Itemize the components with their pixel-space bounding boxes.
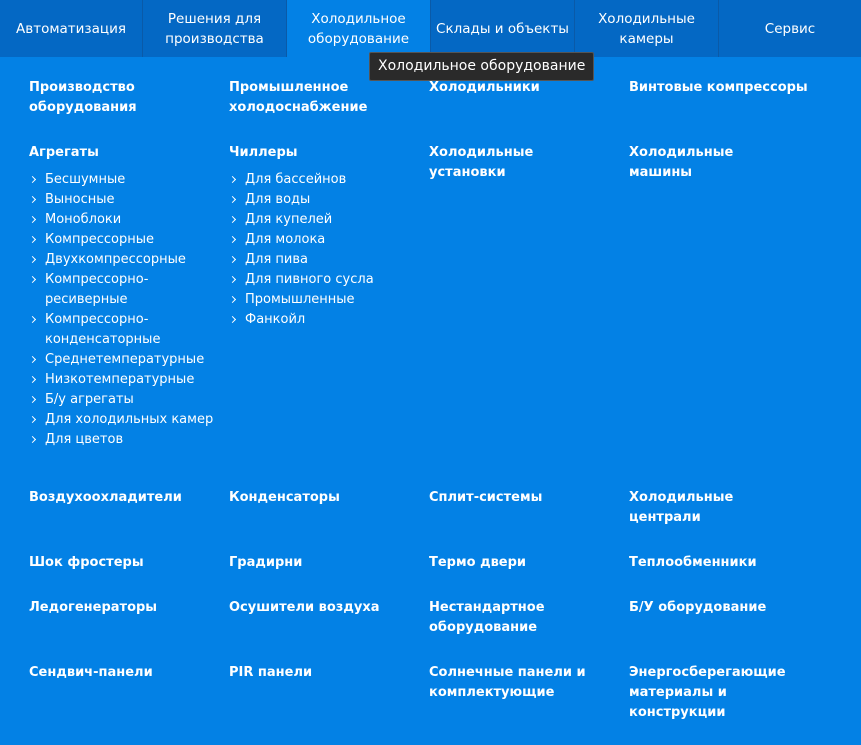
category-link[interactable]: Сендвич-панели [29, 665, 153, 680]
chevron-right-icon [29, 196, 36, 203]
tab-label: Сервис [764, 20, 816, 37]
chevron-right-icon [29, 416, 36, 423]
menu-cell [29, 663, 214, 683]
menu-cell [229, 78, 414, 118]
menu-cell [429, 78, 614, 98]
menu-cell [429, 663, 594, 703]
chevron-right-icon [29, 316, 36, 323]
menu-cell [629, 663, 789, 723]
category-link[interactable]: Осушители воздуха [229, 600, 380, 615]
category-link[interactable]: Ледогенераторы [29, 600, 158, 615]
subcategory-item[interactable] [29, 230, 214, 250]
subcategory-item[interactable] [29, 270, 214, 310]
subcategory-list [29, 170, 214, 450]
subcategory-item[interactable] [29, 430, 214, 450]
menu-cell [629, 553, 814, 573]
subcategory-item[interactable] [29, 370, 214, 390]
subcategory-label: Двухкомпрессорные [45, 252, 186, 267]
category-link[interactable]: Холодильники [429, 80, 540, 95]
subcategory-item[interactable] [29, 410, 214, 430]
subcategory-item[interactable] [29, 170, 214, 190]
subcategory-label: Бесшумные [45, 172, 126, 187]
subcategory-item[interactable] [29, 190, 214, 210]
menu-cell [429, 488, 614, 508]
tab-cold-rooms[interactable] [575, 0, 719, 57]
subcategory-label: Для холодильных камер [45, 412, 214, 427]
menu-cell [429, 553, 614, 573]
subcategory-item[interactable] [29, 350, 214, 370]
subcategory-item[interactable] [229, 290, 414, 310]
subcategory-item[interactable] [229, 230, 414, 250]
menu-cell [29, 143, 214, 450]
category-link[interactable]: Энергосберегающие материалы и конструкции [629, 665, 786, 720]
category-link[interactable]: Производство оборудования [29, 80, 137, 115]
menu-cell [229, 143, 414, 330]
subcategory-item[interactable] [229, 210, 414, 230]
subcategory-label: Для молока [245, 232, 326, 247]
menu-cell [29, 598, 214, 618]
category-link[interactable]: Нестандартное оборудование [429, 600, 545, 635]
subcategory-item[interactable] [29, 250, 214, 270]
tab-label: Решения для производства [165, 10, 264, 47]
chevron-right-icon [29, 376, 36, 383]
category-link[interactable]: Холодильные централи [629, 490, 734, 525]
menu-cell [229, 488, 414, 508]
subcategory-label: Для бассейнов [245, 172, 347, 187]
subcategory-item[interactable] [29, 390, 214, 410]
chevron-right-icon [29, 236, 36, 243]
subcategory-label: Компрессорно-конденсаторные [45, 312, 161, 347]
category-link[interactable]: Промышленное холодоснабжение [229, 80, 368, 115]
chevron-right-icon [29, 256, 36, 263]
subcategory-item[interactable] [229, 310, 414, 330]
subcategory-label: Для цветов [45, 432, 124, 447]
tab-automation[interactable] [0, 0, 143, 57]
subcategory-label: Для купелей [245, 212, 333, 227]
category-link[interactable]: Шок фростеры [29, 555, 144, 570]
chevron-right-icon [29, 216, 36, 223]
chevron-right-icon [29, 176, 36, 183]
tab-production-solutions[interactable] [143, 0, 287, 57]
tab-service[interactable] [719, 0, 861, 57]
chevron-right-icon [229, 296, 236, 303]
subcategory-label: Среднетемпературные [45, 352, 205, 367]
subcategory-label: Для пива [245, 252, 308, 267]
subcategory-item[interactable] [29, 210, 214, 230]
subcategory-label: Выносные [45, 192, 115, 207]
chevron-right-icon [29, 356, 36, 363]
menu-cell [429, 143, 549, 183]
category-link[interactable]: PIR панели [229, 665, 313, 680]
subcategory-label: Для пивного сусла [245, 272, 374, 287]
chevron-right-icon [229, 316, 236, 323]
tooltip: Холодильное оборудование [369, 52, 594, 81]
category-link[interactable]: Чиллеры [229, 145, 298, 160]
category-link[interactable]: Градирни [229, 555, 303, 570]
subcategory-label: Промышленные [245, 292, 355, 307]
chevron-right-icon [29, 276, 36, 283]
chevron-right-icon [229, 276, 236, 283]
menu-cell [29, 488, 214, 508]
subcategory-item[interactable] [29, 310, 214, 350]
chevron-right-icon [229, 236, 236, 243]
subcategory-label: Б/у агрегаты [45, 392, 134, 407]
tab-label: Склады и объекты [436, 20, 569, 37]
category-link[interactable]: Теплообменники [629, 555, 757, 570]
menu-cell [229, 663, 414, 683]
subcategory-label: Фанкойл [245, 312, 306, 327]
tab-warehouses[interactable] [431, 0, 575, 57]
category-link[interactable]: Холодильные установки [429, 145, 534, 180]
category-link[interactable]: Винтовые компрессоры [629, 80, 808, 95]
subcategory-label: Компрессорно-ресиверные [45, 272, 149, 307]
subcategory-list [229, 170, 414, 330]
tab-label: Автоматизация [16, 20, 126, 37]
chevron-right-icon [29, 396, 36, 403]
chevron-right-icon [229, 216, 236, 223]
menu-cell [29, 553, 214, 573]
top-navigation [0, 0, 861, 57]
category-link[interactable]: Конденсаторы [229, 490, 340, 505]
menu-cell [629, 143, 749, 183]
subcategory-item[interactable] [229, 190, 414, 210]
category-link[interactable]: Холодильные машины [629, 145, 734, 180]
subcategory-label: Низкотемпературные [45, 372, 195, 387]
menu-cell [429, 598, 569, 638]
tab-label: Холодильные камеры [598, 10, 695, 47]
category-link[interactable]: Б/У оборудование [629, 600, 767, 615]
subcategory-item[interactable] [229, 270, 414, 290]
category-link[interactable]: Агрегаты [29, 145, 99, 160]
subcategory-label: Компрессорные [45, 232, 155, 247]
menu-cell [629, 488, 749, 528]
subcategory-label: Для воды [245, 192, 311, 207]
chevron-right-icon [229, 176, 236, 183]
subcategory-item[interactable] [229, 170, 414, 190]
category-link[interactable]: Термо двери [429, 555, 527, 570]
category-link[interactable]: Сплит-системы [429, 490, 543, 505]
tab-refrigeration-equipment[interactable] [287, 0, 431, 57]
chevron-right-icon [229, 196, 236, 203]
category-link[interactable]: Воздухоохладители [29, 490, 182, 505]
menu-cell [629, 598, 814, 618]
menu-cell [629, 78, 814, 98]
menu-cell [29, 78, 214, 118]
subcategory-label: Моноблоки [45, 212, 122, 227]
menu-cell [229, 553, 414, 573]
chevron-right-icon [29, 436, 36, 443]
subcategory-item[interactable] [229, 250, 414, 270]
category-link[interactable]: Солнечные панели и комплектующие [429, 665, 586, 700]
menu-cell [229, 598, 414, 618]
tab-label: Холодильное оборудование [307, 10, 410, 47]
chevron-right-icon [229, 256, 236, 263]
